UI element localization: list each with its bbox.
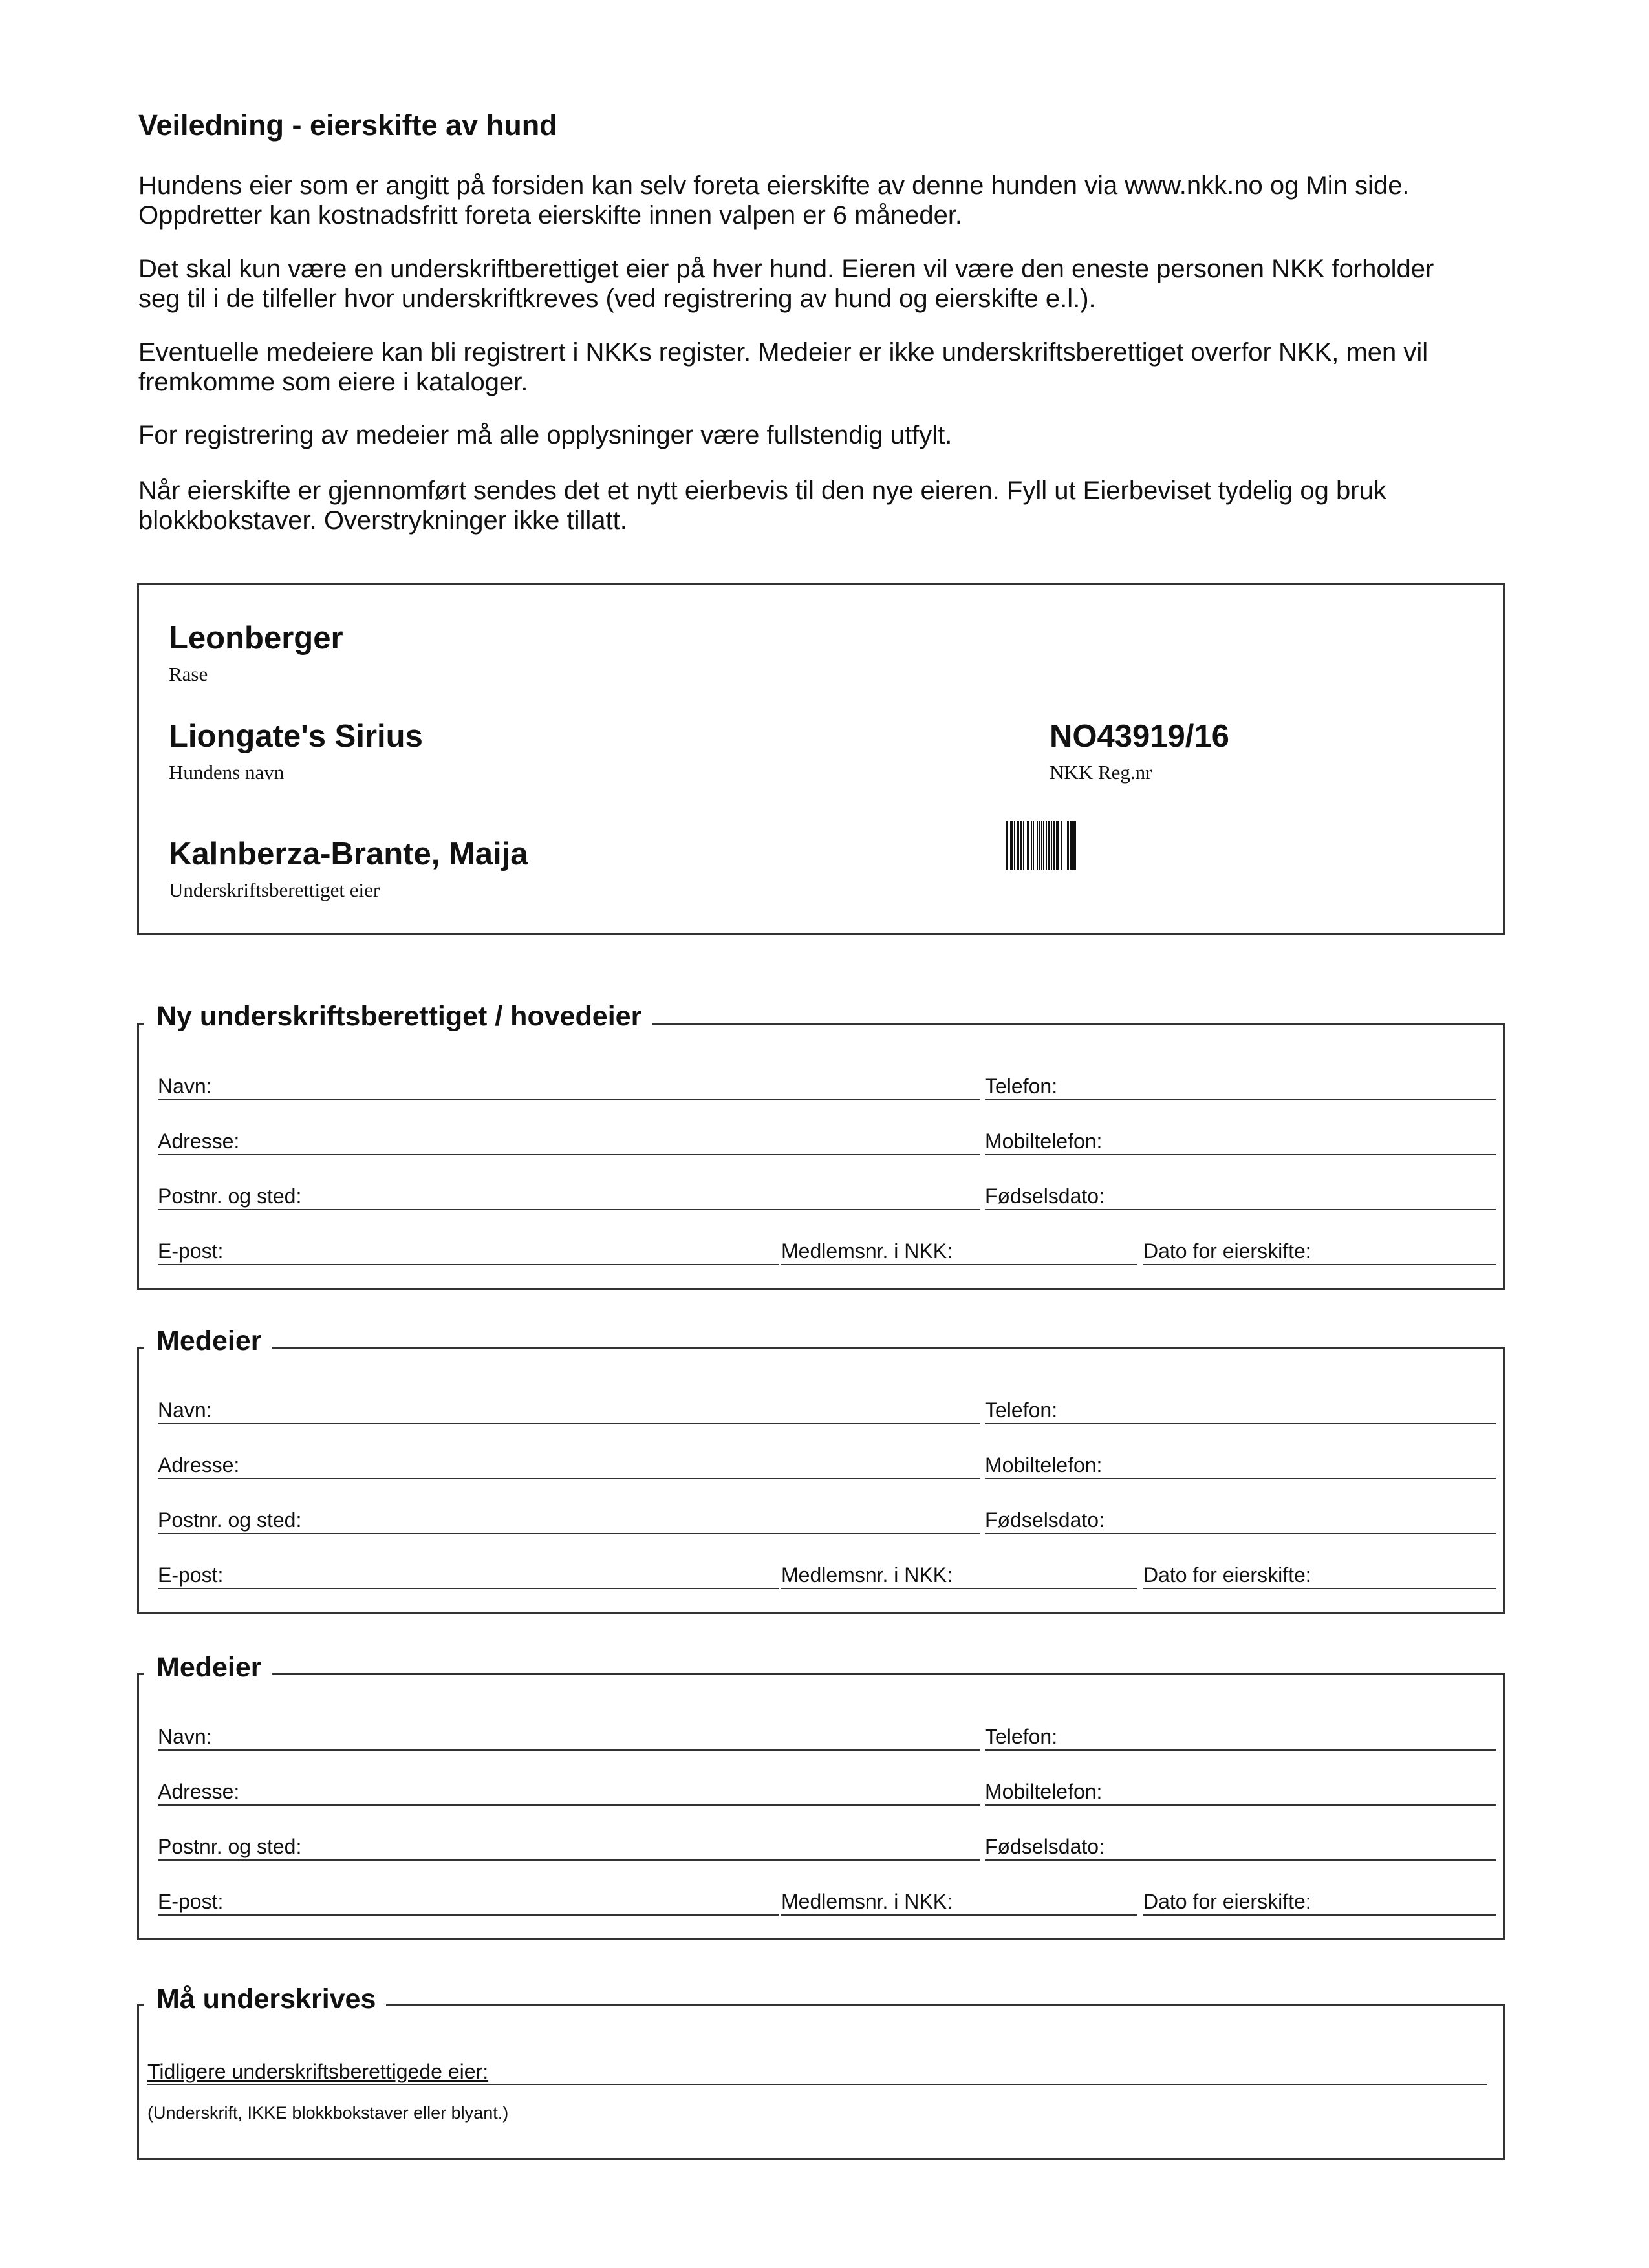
registration-barcode: [1006, 821, 1258, 870]
co-owner-1-member-number-label: Medlemsnr. i NKK:: [781, 1563, 953, 1587]
guide-paragraph-1: [138, 171, 1529, 230]
main-owner-transfer-date-field[interactable]: [1143, 1264, 1496, 1265]
co-owner-2-member-number-field[interactable]: [781, 1914, 1137, 1916]
main-owner-birth-date-field[interactable]: [985, 1209, 1496, 1210]
co-owner-2-birth-date-field[interactable]: [985, 1859, 1496, 1861]
guide-paragraph-3-line-1: Eventuelle medeiere kan bli registrert i NKKs register. Medeier er ikke underskriftsberettiget overfor NKK, men vil: [138, 338, 1428, 367]
previous-owner-signature-label: Tidligere underskriftsberettigede eier:: [147, 2060, 489, 2083]
guide-paragraph-4: [138, 420, 1529, 450]
owner-label: Underskriftsberettiget eier: [169, 879, 380, 901]
main-owner-name-label: Navn:: [158, 1075, 212, 1098]
reg-nr-value: NO43919/16: [1050, 719, 1229, 754]
co-owner-2-name-field[interactable]: [158, 1749, 980, 1751]
main-owner-birth-date-label: Fødselsdato:: [985, 1184, 1105, 1208]
co-owner-2-email-field[interactable]: [158, 1914, 779, 1916]
co-owner-2-mobile-phone-label: Mobiltelefon:: [985, 1780, 1103, 1803]
co-owner-2-email-label: E-post:: [158, 1890, 224, 1913]
reg-nr-label: NKK Reg.nr: [1050, 761, 1152, 784]
main-owner-mobile-phone-label: Mobiltelefon:: [985, 1129, 1103, 1153]
co-owner-1-postal-code-label: Postnr. og sted:: [158, 1508, 302, 1532]
dog-name-label: Hundens navn: [169, 761, 285, 784]
co-owner-1-name-label: Navn:: [158, 1398, 212, 1422]
barcode-bar: [1076, 821, 1078, 870]
co-owner-1-phone-label: Telefon:: [985, 1398, 1058, 1422]
section-signature-title: Må underskrives: [144, 1984, 386, 2015]
guide-paragraph-1-line-1: Hundens eier som er angitt på forsiden kan selv foreta eierskifte av denne hunden via www.nkk.no og Min side.: [138, 171, 1410, 200]
co-owner-2-postal-code-label: Postnr. og sted:: [158, 1835, 302, 1858]
section-co-owner-2-title: Medeier: [144, 1652, 272, 1684]
guide-paragraph-4-line-1: For registrering av medeier må alle opplysninger være fullstendig utfylt.: [138, 421, 953, 449]
guide-paragraph-5-line-1: Når eierskifte er gjennomført sendes det et nytt eierbevis til den nye eieren. Fyll ut Eierbeviset tydelig og bruk: [138, 476, 1386, 505]
co-owner-1-address-field[interactable]: [158, 1478, 980, 1479]
co-owner-2-transfer-date-field[interactable]: [1143, 1914, 1496, 1916]
signature-note: (Underskrift, IKKE blokkbokstaver eller blyant.): [147, 2103, 509, 2123]
main-owner-postal-code-field[interactable]: [158, 1209, 980, 1210]
co-owner-2-mobile-phone-field[interactable]: [985, 1804, 1496, 1806]
co-owner-2-phone-label: Telefon:: [985, 1725, 1058, 1748]
breed-value: Leonberger: [169, 621, 343, 656]
guide-paragraph-5-line-2: blokkbokstaver. Overstrykninger ikke tillatt.: [138, 506, 627, 535]
main-owner-name-field[interactable]: [158, 1099, 980, 1100]
main-owner-phone-field[interactable]: [985, 1099, 1496, 1100]
guide-title: Veiledning - eierskifte av hund: [138, 109, 557, 142]
co-owner-2-birth-date-label: Fødselsdato:: [985, 1835, 1105, 1858]
dog-name-value: Liongate's Sirius: [169, 719, 423, 754]
guide-paragraph-1-line-2: Oppdretter kan kostnadsfritt foreta eierskifte innen valpen er 6 måneder.: [138, 201, 963, 230]
co-owner-2-address-field[interactable]: [158, 1804, 980, 1806]
main-owner-transfer-date-label: Dato for eierskifte:: [1143, 1239, 1311, 1263]
guide-paragraph-5: [138, 476, 1529, 535]
section-co-owner-1-title: Medeier: [144, 1325, 272, 1357]
co-owner-1-transfer-date-field[interactable]: [1143, 1588, 1496, 1589]
main-owner-member-number-field[interactable]: [781, 1264, 1137, 1265]
main-owner-email-field[interactable]: [158, 1264, 779, 1265]
co-owner-2-phone-field[interactable]: [985, 1749, 1496, 1751]
co-owner-1-address-label: Adresse:: [158, 1453, 240, 1477]
breed-label: Rase: [169, 663, 208, 685]
section-main-owner-title: Ny underskriftsberettiget / hovedeier: [144, 1001, 652, 1032]
main-owner-member-number-label: Medlemsnr. i NKK:: [781, 1239, 953, 1263]
main-owner-mobile-phone-field[interactable]: [985, 1154, 1496, 1155]
guide-paragraph-2-line-1: Det skal kun være en underskriftberettiget eier på hver hund. Eieren vil være den eneste personen NKK forholder: [138, 255, 1434, 283]
co-owner-2-postal-code-field[interactable]: [158, 1859, 980, 1861]
co-owner-2-transfer-date-label: Dato for eierskifte:: [1143, 1890, 1311, 1913]
co-owner-1-email-field[interactable]: [158, 1588, 779, 1589]
main-owner-phone-label: Telefon:: [985, 1075, 1058, 1098]
co-owner-1-birth-date-label: Fødselsdato:: [985, 1508, 1105, 1532]
co-owner-1-phone-field[interactable]: [985, 1423, 1496, 1424]
main-owner-email-label: E-post:: [158, 1239, 224, 1263]
guide-paragraph-2-line-2: seg til i de tilfeller hvor underskriftkreves (ved registrering av hund og eierskifte e.l.).: [138, 284, 1096, 313]
guide-paragraph-2: [138, 254, 1529, 314]
guide-paragraph-3-line-2: fremkomme som eiere i kataloger.: [138, 368, 528, 396]
main-owner-postal-code-label: Postnr. og sted:: [158, 1184, 302, 1208]
co-owner-2-address-label: Adresse:: [158, 1780, 240, 1803]
owner-value: Kalnberza-Brante, Maija: [169, 837, 528, 872]
guide-paragraph-3: [138, 337, 1529, 397]
co-owner-2-member-number-label: Medlemsnr. i NKK:: [781, 1890, 953, 1913]
co-owner-1-mobile-phone-label: Mobiltelefon:: [985, 1453, 1103, 1477]
dog-info-box: [137, 583, 1505, 935]
main-owner-address-field[interactable]: [158, 1154, 980, 1155]
co-owner-1-postal-code-field[interactable]: [158, 1533, 980, 1534]
co-owner-1-mobile-phone-field[interactable]: [985, 1478, 1496, 1479]
previous-owner-signature-field[interactable]: [147, 2084, 1487, 2085]
co-owner-1-name-field[interactable]: [158, 1423, 980, 1424]
main-owner-address-label: Adresse:: [158, 1129, 240, 1153]
co-owner-1-birth-date-field[interactable]: [985, 1533, 1496, 1534]
co-owner-1-member-number-field[interactable]: [781, 1588, 1137, 1589]
co-owner-2-name-label: Navn:: [158, 1725, 212, 1748]
co-owner-1-email-label: E-post:: [158, 1563, 224, 1587]
co-owner-1-transfer-date-label: Dato for eierskifte:: [1143, 1563, 1311, 1587]
